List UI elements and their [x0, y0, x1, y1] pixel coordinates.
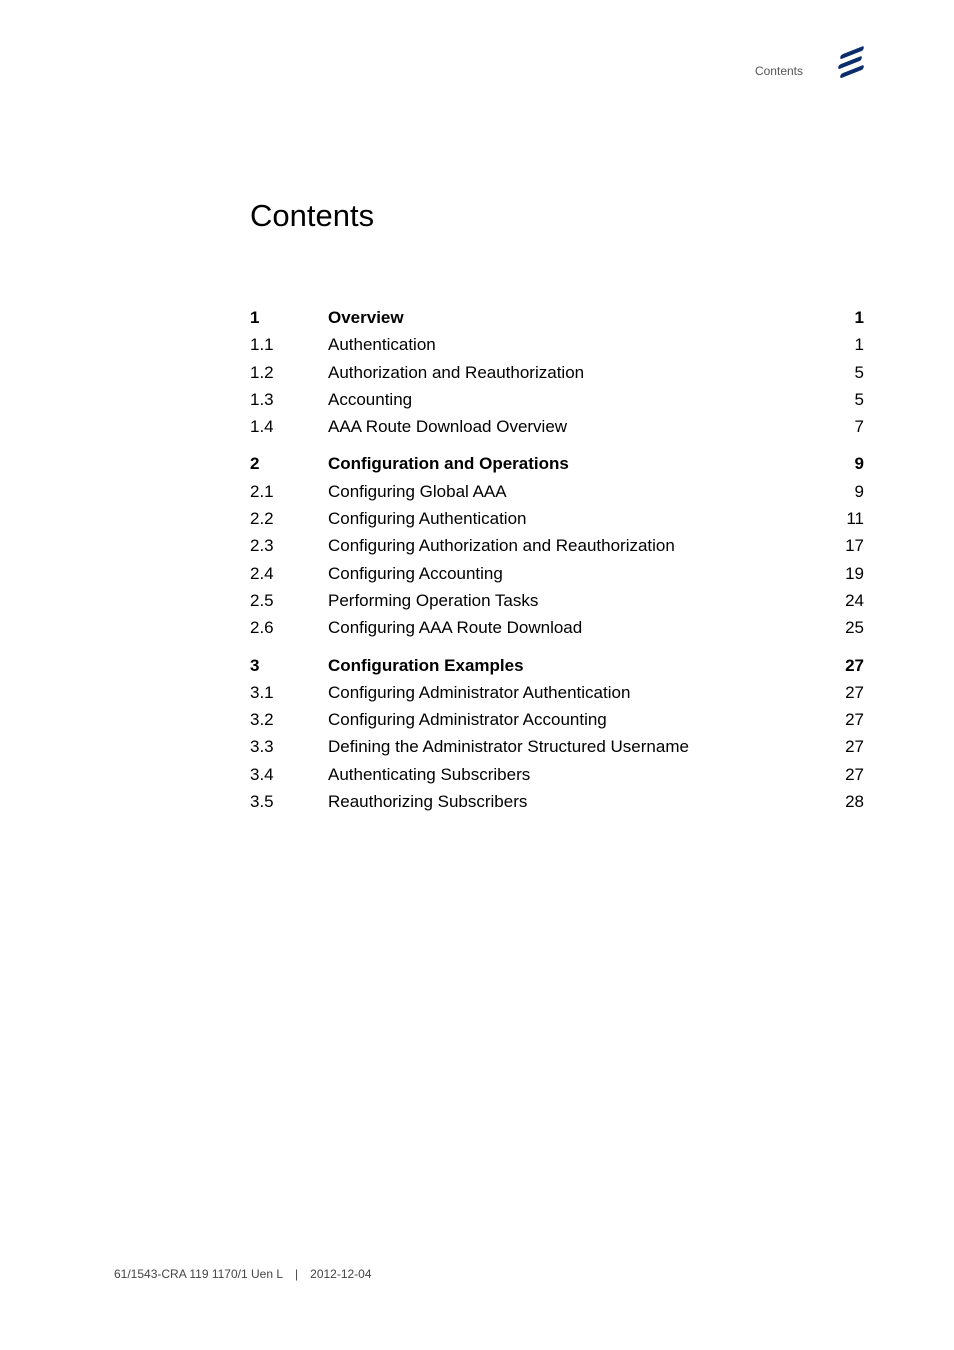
- toc-chapter-entry[interactable]: [250, 304, 864, 331]
- toc-entry[interactable]: [250, 788, 864, 815]
- toc-section: [250, 304, 864, 440]
- toc-entry-title: Configuring Administrator Accounting: [328, 710, 607, 730]
- toc-entry-page: 27: [845, 710, 864, 730]
- toc-entry[interactable]: [250, 706, 864, 733]
- toc-entry-number: 3.1: [250, 682, 274, 702]
- toc-entry-page: 5: [854, 362, 864, 382]
- toc-chapter-entry[interactable]: [250, 652, 864, 679]
- toc-entry-number: 2.2: [250, 509, 274, 529]
- toc-entry[interactable]: [250, 587, 864, 614]
- toc-entry-title: Configuring Administrator Authentication: [328, 682, 631, 702]
- toc-entry[interactable]: [250, 505, 864, 532]
- toc-entry-number: 3.5: [250, 792, 274, 812]
- toc-entry-title: Authenticating Subscribers: [328, 764, 531, 784]
- toc-entry-page: 27: [845, 737, 864, 757]
- toc-section: [250, 652, 864, 816]
- toc-entry-number: 1.4: [250, 417, 274, 437]
- toc-entry-page: 17: [845, 536, 864, 556]
- footer-doc-number: 61/1543-CRA 119 1170/1 Uen L: [114, 1267, 284, 1281]
- toc-entry-number: 1: [250, 308, 260, 327]
- toc-entry-number: 2: [250, 454, 260, 474]
- toc-entry[interactable]: [250, 359, 864, 386]
- toc-entry-title: Authentication: [328, 335, 436, 355]
- toc-entry-number: 3: [250, 655, 260, 675]
- toc-entry-title: Authorization and Reauthorization: [328, 362, 585, 382]
- toc-entry-page: 11: [846, 509, 864, 529]
- toc-entry-page: 9: [854, 454, 864, 474]
- logo-bars: [838, 46, 864, 78]
- page-title: Contents: [250, 198, 375, 233]
- toc-entry-title: Overview: [328, 308, 404, 327]
- toc-entry-title: Performing Operation Tasks: [328, 590, 539, 610]
- toc-entry-page: 27: [845, 655, 864, 675]
- footer-date: 2012-12-04: [310, 1267, 372, 1281]
- toc-entry[interactable]: [250, 478, 864, 505]
- toc-entry-page: 1: [854, 308, 864, 327]
- toc-entry-page: 27: [845, 682, 864, 702]
- toc-entry-number: 1.2: [250, 362, 274, 382]
- toc-entry-number: 2.5: [250, 590, 274, 610]
- toc-entry-title: Reauthorizing Subscribers: [328, 792, 528, 812]
- toc-entry-number: 2.4: [250, 563, 274, 583]
- toc-entry-page: 19: [845, 563, 864, 583]
- toc-entry-page: 9: [854, 481, 864, 501]
- toc-entry-title: Accounting: [328, 389, 413, 409]
- toc-entry[interactable]: [250, 614, 864, 641]
- toc-entry[interactable]: [250, 761, 864, 788]
- toc-entry-number: 3.4: [250, 764, 274, 784]
- toc-entry-title: Configuring AAA Route Download: [328, 618, 583, 638]
- toc-entry[interactable]: [250, 560, 864, 587]
- toc-entry-title: Configuring Accounting: [328, 563, 503, 583]
- running-header-title: Contents: [754, 64, 803, 78]
- toc-entry-page: 7: [854, 417, 864, 437]
- toc-entry-number: 2.6: [250, 618, 274, 638]
- toc-entry-page: 28: [845, 792, 864, 812]
- toc-chapter-entry[interactable]: [250, 450, 864, 477]
- toc-entry[interactable]: [250, 331, 864, 358]
- toc-entry-number: 3.3: [250, 737, 274, 757]
- page-footer: [114, 1267, 372, 1281]
- toc-section: [250, 450, 864, 641]
- toc-entry-title: AAA Route Download Overview: [328, 417, 568, 437]
- toc-entry[interactable]: [250, 413, 864, 440]
- toc-entry-number: 3.2: [250, 710, 274, 730]
- toc-entry-title: Configuring Global AAA: [328, 481, 507, 501]
- toc-entry-page: 24: [845, 590, 864, 610]
- toc-entry-title: Configuring Authorization and Reauthorization: [328, 536, 675, 556]
- toc-entry-number: 1.3: [250, 389, 274, 409]
- toc-entry-number: 1.1: [250, 335, 274, 355]
- footer-separator: |: [295, 1267, 299, 1281]
- toc-entry-page: 27: [845, 764, 864, 784]
- ericsson-logo-icon: [837, 44, 865, 80]
- toc-entry-page: 5: [854, 389, 864, 409]
- toc-entry-title: Configuration Examples: [328, 655, 524, 675]
- toc-entry-title: Configuration and Operations: [328, 454, 569, 474]
- toc-entry-title: Configuring Authentication: [328, 509, 527, 529]
- toc-entry-title: Defining the Administrator Structured Username: [328, 737, 689, 757]
- toc-entry[interactable]: [250, 386, 864, 413]
- toc-entry-page: 25: [845, 618, 864, 638]
- toc-entry-number: 2.1: [250, 481, 274, 501]
- toc-entry[interactable]: [250, 733, 864, 760]
- table-of-contents: [250, 304, 864, 825]
- toc-entry[interactable]: [250, 679, 864, 706]
- toc-entry-page: 1: [854, 335, 864, 355]
- toc-entry-number: 2.3: [250, 536, 274, 556]
- toc-entry[interactable]: [250, 532, 864, 559]
